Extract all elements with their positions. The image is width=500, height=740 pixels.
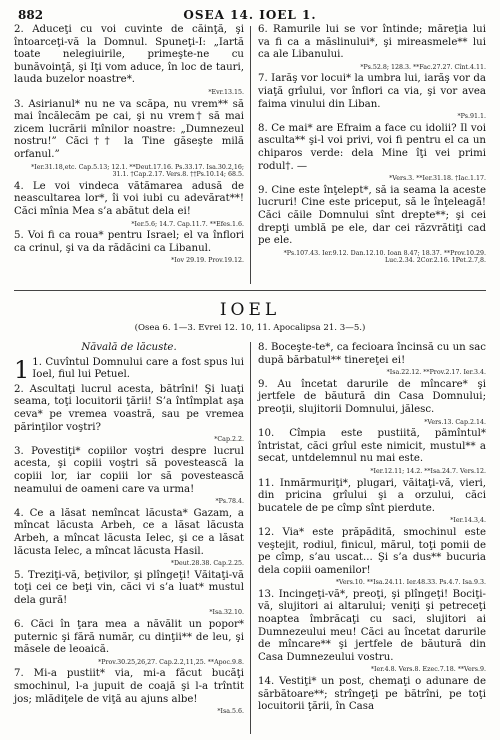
page-number: 882	[18, 8, 44, 22]
footnote: *Vers.3. **Ier.31.18. †Iac.1.17.	[389, 175, 486, 183]
verse: 6. Ramurile lui se vor întinde; măreţia lui va fi ca a măslinului*, şi mireasmele** lui ca ale Libanului.	[258, 24, 486, 61]
verse: 5. Treziţi-vă, beţivilor, şi plîngeţi! Văitaţi-vă toţi cei ce beţi vin, căci vi s’a luat* mustul dela gură!	[14, 569, 244, 606]
footnote: *Ier.14.3,4.	[450, 517, 486, 525]
verse	[14, 357, 244, 382]
footnote: *Ier.4.8. Vers.8. Ezec.7.18. **Vers.9.	[370, 666, 486, 674]
verse: 2. Ascultaţi lucrul acesta, bătrîni! Şi luaţi seama, toţi locuitorii ţării! S’a întîmplat aşa ceva* pe vremea voastră, sau pe vremea părinţilor voştri?	[14, 383, 244, 433]
footnote: *Ps.91.1.	[457, 113, 486, 121]
verse: 8. Ce mai* are Efraim a face cu idolii? Il voi asculta** şi-l voi privi, voi fi pentru el ca un chiparos verde: dela Mine îţi vei primi rodul†. —	[258, 122, 486, 172]
section-rule	[14, 290, 486, 291]
verse: 14. Vestiţi* un post, chemaţi o adunare de sărbătoare**; strîngeţi pe bătrîni, pe toţi locuitorii ţării, în Casa	[258, 676, 486, 713]
verse: 9. Au încetat darurile de mîncare* şi jertfele de băutură din Casa Domnului; preoţii, slujitorii Domnului, jălesc.	[258, 378, 486, 415]
footnote: *Vers.10. **Isa.24.11. Ier.48.33. Ps.4.7. Isa.9.3.	[335, 579, 486, 587]
book-title: IOEL	[219, 300, 281, 320]
verse: 12. Via* este prăpădită, smochinul este veştejit, rodiul, finicul, mărul, toţi pomii de pe cîmp, s’au uscat... Şi s’a dus** bucuria dela copiii oamenilor!	[258, 526, 486, 576]
footnote: *Ps.78.4.	[215, 498, 244, 506]
running-title: OSEA 14. IOEL 1.	[183, 8, 317, 22]
hosea-left-column	[14, 24, 244, 267]
footnote: *Ps.107.43. Ier.9.12. Dan.12.10. Ioan 8.47; 18.37. **Prov.10.29. Luc.2.34. 2Cor.2.16. 1Pet.2.7,8.	[283, 249, 486, 265]
footnote: *Isa.32.10.	[209, 609, 244, 617]
section-heading: Năvală de lăcuste.	[81, 342, 177, 353]
verse: 3. Asirianul* nu ne va scăpa, nu vrem** să mai încălecăm pe cai, şi nu vrem† să mai zicem lucrării mînilor noastre: „Dumnezeul nostru!” Căci†† la Tine găseşte milă orfanul.”	[14, 98, 244, 160]
footnote: *Vers.13. Cap.2.14.	[424, 418, 486, 426]
footnote: *Ier.5.6; 14.7. Cap.11.7. **Efes.1.6.	[131, 220, 244, 228]
hosea-right-column	[258, 24, 486, 267]
verse-text: 1. Cuvîntul Domnului care a fost spus lui Ioel, fiul lui Petuel.	[32, 356, 244, 381]
verse: 6. Căci în ţara mea a năvălit un popor* puternic şi fără număr, cu dinţii** de leu, şi măsele de leoaică.	[14, 619, 244, 656]
verse: 3. Povestiţi* copiilor voştri despre lucrul acesta, şi copiii voştri să povestească la copiii lor, iar copiii lor să povestească neamului de oameni care va urma!	[14, 445, 244, 495]
joel-left-column	[14, 342, 244, 718]
footnote: *Ier.31.18,etc. Cap.5.13; 12.1. **Deut.17.16. Ps.33.17. Isa.30.2,16; 31.1. †Cap.2.17. Vers.8. ††Ps.10.14; 68.5.	[31, 163, 244, 179]
verse: 2. Aduceţi cu voi cuvinte de căinţă, şi întoarceţi-vă la Domnul. Spuneţi-I: „Iartă toate nelegiuirile, primeşte-ne cu bunăvoinţă, şi Iţi vom aduce, în loc de tauri, lauda buzelor noastre*.	[14, 24, 244, 86]
footnote: *Ps.52.8; 128.3. **Fac.27.27. Cînt.4.11.	[360, 63, 486, 71]
footnote: *Cap.2.2.	[214, 436, 244, 444]
verse: 10. Cîmpia este pustiită, pămîntul* întristat, căci grîul este nimicit, mustul** a secat, untdelemnul nu mai este.	[258, 428, 486, 465]
column-divider	[250, 342, 251, 734]
verse: 11. Inmărmuriţi*, plugari, văitaţi-vă, vieri, din pricina grîului şi a orzului, căci bucatele de pe cîmp sînt pierdute.	[258, 477, 486, 514]
joel-right-column	[258, 342, 486, 716]
footnote: *Evr.13.15.	[208, 88, 244, 96]
footnote: *Ier.12.11; 14.2. **Isa.24.7. Vers.12.	[370, 467, 486, 475]
verse: 5. Voi fi ca roua* pentru Israel; el va înflori ca crinul, şi va da rădăcini ca Libanul.	[14, 230, 244, 254]
verse: 7. Iarăş vor locui* la umbra lui, iarăş vor da viaţă grîului, vor înflori ca via, şi vor avea faima vinului din Liban.	[258, 73, 486, 110]
verse: 7. Mi-a pustiit* via, mi-a făcut bucăţi smochinul, l-a jupuit de coajă şi l-a trîntit jos; mlădiţele de viţă au ajuns albe!	[14, 668, 244, 705]
footnote: *Isa.22.12. **Prov.2.17. Ier.3.4.	[386, 369, 486, 377]
verse: 8. Boceşte-te*, ca fecioara încinsă cu un sac după bărbatul** tinereţei ei!	[258, 342, 486, 366]
footnote: *Deut.28.38. Cap.2.25.	[170, 560, 244, 568]
footnote: *Iov 29.19. Prov.19.12.	[171, 257, 244, 265]
verse: 9. Cine este înţelept*, să ia seama la aceste lucruri! Cine este priceput, să le înţeleagă! Căci căile Domnului sînt drepte**; şi cei drepţi umblă pe ele, dar cei răzvrătiţi cad pe ele.	[258, 184, 486, 247]
verse: 13. Incingeţi-vă*, preoţi, şi plîngeţi! Bociţi-vă, slujitori ai altarului; veniţi şi petreceţi noaptea îmbrăcaţi cu saci, slujitori ai Dumnezeului meu! Căci au încetat darurile de mîncare** şi jertfele de băutură din Casa Dumnezeului vostru.	[258, 588, 486, 663]
footnote: *Prov.30.25,26,27. Cap.2.2,11,25. **Apoc.9.8.	[98, 658, 244, 666]
book-cross-references: (Osea 6. 1—3. Evrei 12. 10, 11. Apocalipsa 21. 3—5.)	[134, 323, 366, 333]
footnote: *Isa.5.6.	[217, 708, 244, 716]
verse: 4. Le voi vindeca vătămarea adusă de neascultarea lor*, îi voi iubi cu adevărat**! Căci mînia Mea s’a abătut dela ei!	[14, 180, 244, 217]
verse: 4. Ce a lăsat nemîncat lăcusta* Gazam, a mîncat lăcusta Arbeh, ce a lăsat lăcusta Arbeh, a mîncat lăcusta Ielec, şi ce a lăsat lăcusta Ielec, a mîncat lăcusta Hasil.	[14, 507, 244, 557]
chapter-number: 1	[14, 355, 30, 384]
column-divider	[250, 26, 251, 284]
